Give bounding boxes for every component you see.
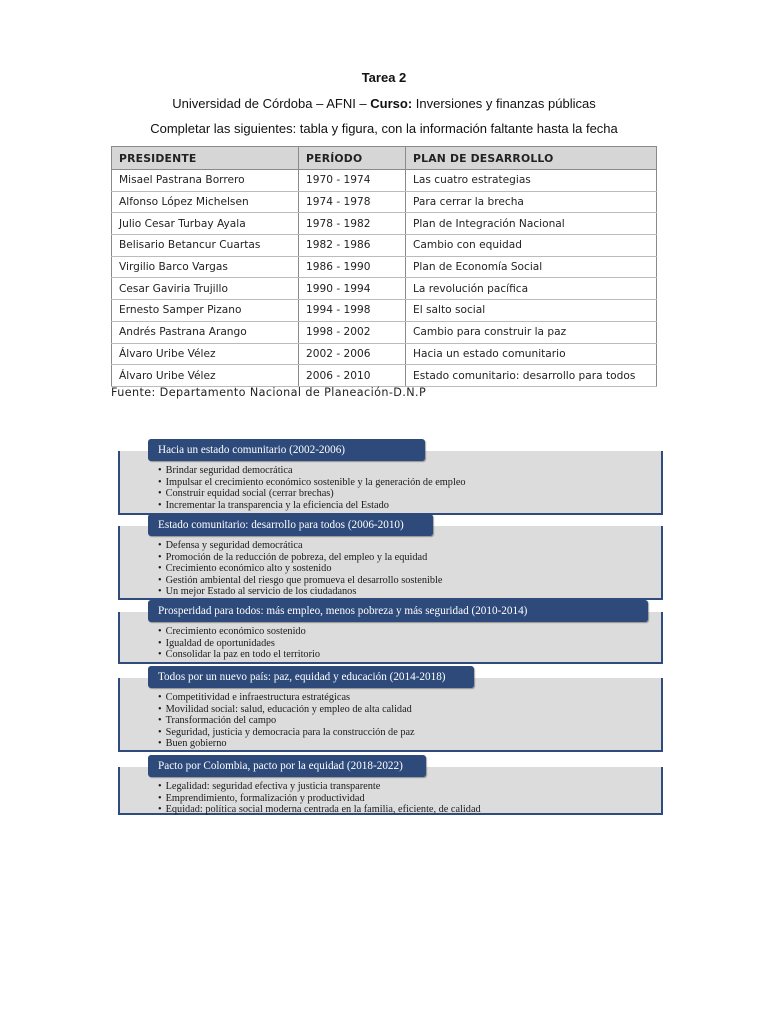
plan-item: • Buen gobierno [158, 738, 661, 750]
plan-box [118, 519, 663, 600]
plan-item: • Defensa y seguridad democrática [158, 540, 661, 552]
cell-presidente: Álvaro Uribe Vélez [112, 365, 299, 387]
plan-item: • Promoción de la reducción de pobreza, del empleo y la equidad [158, 552, 661, 564]
plan-item: • Brindar seguridad democrática [158, 465, 661, 477]
cell-plan: Hacia un estado comunitario [406, 343, 657, 365]
subtitle-course-label: Curso: [370, 96, 413, 111]
plan-items [120, 526, 661, 598]
plan-item: • Un mejor Estado al servicio de los ciudadanos [158, 586, 661, 598]
cell-presidente: Julio Cesar Turbay Ayala [112, 213, 299, 235]
plan-title: Todos por un nuevo país: paz, equidad y educación (2014-2018) [148, 666, 474, 688]
header-plan: PLAN DE DESARROLLO [406, 147, 657, 170]
cell-presidente: Virgilio Barco Vargas [112, 256, 299, 278]
table-row [112, 191, 657, 213]
plan-item: • Crecimiento económico sostenido [158, 626, 661, 638]
table-row [112, 321, 657, 343]
plan-item: • Incrementar la transparencia y la eficiencia del Estado [158, 500, 661, 512]
instructions: Completar las siguientes: tabla y figura, con la información faltante hasta la fecha [150, 121, 618, 136]
cell-plan: Cambio con equidad [406, 235, 657, 257]
plan-item: • Emprendimiento, formalización y productividad [158, 793, 661, 805]
table-row [112, 343, 657, 365]
plan-item: • Impulsar el crecimiento económico sostenible y la generación de empleo [158, 477, 661, 489]
plan-box [118, 671, 663, 752]
presidents-table [111, 146, 657, 387]
plan-box [118, 444, 663, 515]
table-header-row [112, 147, 657, 170]
cell-plan: Cambio para construir la paz [406, 321, 657, 343]
subtitle-prefix: Universidad de Córdoba – AFNI – [172, 96, 371, 111]
source-note: Fuente: Departamento Nacional de Planeación-D.N.P [111, 386, 427, 399]
cell-periodo: 1994 - 1998 [299, 300, 406, 322]
cell-periodo: 1998 - 2002 [299, 321, 406, 343]
cell-presidente: Misael Pastrana Borrero [112, 170, 299, 192]
cell-plan: Para cerrar la brecha [406, 191, 657, 213]
plan-item: • Transformación del campo [158, 715, 661, 727]
plan-title: Estado comunitario: desarrollo para todos (2006-2010) [148, 514, 433, 536]
header-periodo: PERÍODO [299, 147, 406, 170]
plan-item: • Igualdad de oportunidades [158, 638, 661, 650]
cell-periodo: 2006 - 2010 [299, 365, 406, 387]
cell-plan: Plan de Integración Nacional [406, 213, 657, 235]
plan-box [118, 760, 663, 816]
table-row [112, 170, 657, 192]
plan-item: • Crecimiento económico alto y sostenido [158, 563, 661, 575]
cell-plan: El salto social [406, 300, 657, 322]
plan-title: Hacia un estado comunitario (2002-2006) [148, 439, 425, 461]
page-title: Tarea 2 [361, 70, 407, 85]
cell-presidente: Álvaro Uribe Vélez [112, 343, 299, 365]
cell-plan: Estado comunitario: desarrollo para todos [406, 365, 657, 387]
plan-item: • Competitividad e infraestructura estratégicas [158, 692, 661, 704]
cell-plan: Plan de Economía Social [406, 256, 657, 278]
plan-item: • Gestión ambiental del riesgo que promueva el desarrollo sostenible [158, 575, 661, 587]
plan-item: • Seguridad, justicia y democracia para la construcción de paz [158, 727, 661, 739]
plan-items [120, 678, 661, 750]
cell-presidente: Cesar Gaviria Trujillo [112, 278, 299, 300]
table-body [112, 170, 657, 387]
cell-periodo: 2002 - 2006 [299, 343, 406, 365]
plan-box [118, 605, 663, 664]
table-row [112, 278, 657, 300]
table-row [112, 213, 657, 235]
cell-presidente: Belisario Betancur Cuartas [112, 235, 299, 257]
cell-periodo: 1986 - 1990 [299, 256, 406, 278]
cell-periodo: 1982 - 1986 [299, 235, 406, 257]
plan-item: • Construir equidad social (cerrar brechas) [158, 488, 661, 500]
course-subtitle [0, 96, 768, 111]
cell-plan: Las cuatro estrategias [406, 170, 657, 192]
cell-periodo: 1974 - 1978 [299, 191, 406, 213]
plan-title: Pacto por Colombia, pacto por la equidad (2018-2022) [148, 755, 426, 777]
plan-item: • Movilidad social: salud, educación y empleo de alta calidad [158, 704, 661, 716]
table-row [112, 300, 657, 322]
plan-title: Prosperidad para todos: más empleo, menos pobreza y más seguridad (2010-2014) [148, 600, 648, 622]
table-row [112, 235, 657, 257]
plan-item: • Consolidar la paz en todo el territorio [158, 649, 661, 661]
cell-presidente: Alfonso López Michelsen [112, 191, 299, 213]
cell-periodo: 1970 - 1974 [299, 170, 406, 192]
table-row [112, 256, 657, 278]
table-row [112, 365, 657, 387]
cell-plan: La revolución pacífica [406, 278, 657, 300]
cell-presidente: Andrés Pastrana Arango [112, 321, 299, 343]
plan-item: • Equidad: política social moderna centrada en la familia, eficiente, de calidad [158, 804, 661, 816]
cell-presidente: Ernesto Samper Pizano [112, 300, 299, 322]
subtitle-course-name: Inversiones y finanzas públicas [412, 96, 596, 111]
cell-periodo: 1978 - 1982 [299, 213, 406, 235]
cell-periodo: 1990 - 1994 [299, 278, 406, 300]
plan-item: • Legalidad: seguridad efectiva y justicia transparente [158, 781, 661, 793]
header-presidente: PRESIDENTE [112, 147, 299, 170]
